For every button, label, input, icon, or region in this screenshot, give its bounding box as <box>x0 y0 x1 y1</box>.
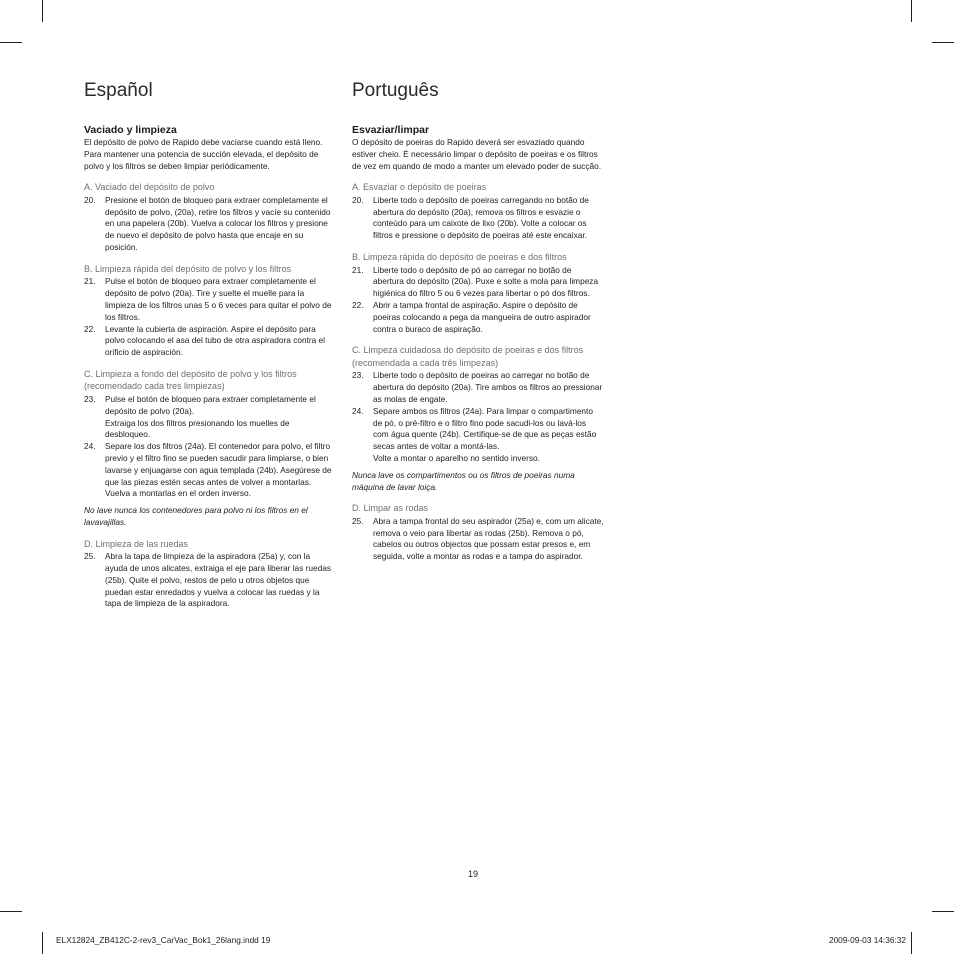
step-text: Liberte todo o depósito de pó ao carregar no botão de abertura do depósito (20a). Puxe e solte a mola para limpeza higiénica do filtro 5 ou 6 vezes para libertar o pó dos filtros. <box>373 264 599 299</box>
step-number: 24. <box>84 441 96 452</box>
step-text <box>105 394 334 441</box>
step-number: 21. <box>84 276 96 287</box>
crop-mark <box>0 911 22 912</box>
crop-mark <box>911 0 912 22</box>
step-text: Abrir a tampa frontal de aspiração. Aspire o depósito de poeiras colocando a pega da mangueira de outro aspirador contra o buraco de aspiração. <box>373 299 591 334</box>
step-text-line: Vuelva a montarlas en el orden inverso. <box>105 488 251 499</box>
step-number: 24. <box>352 405 364 416</box>
step-number: 22. <box>352 299 364 310</box>
step-20 <box>84 195 334 254</box>
subheading-a: A. Vaciado del depósito de polvo <box>84 182 215 193</box>
warning-note: No lave nunca los contenedores para polvo ni los filtros en el lavavajillas. <box>84 505 308 527</box>
page-number: 19 <box>468 869 479 879</box>
step-22 <box>84 324 334 359</box>
step-text-line: Separe ambos os filtros (24a). Para limpar o compartimento de pó, o pré-filtro e o filtro fino pode sacudi-los ou lavá-los com água quente (24b). Certifique-se de que as peças estão secas antes de voltar a montá-las. <box>373 405 597 452</box>
language-heading: Português <box>352 80 439 101</box>
step-23 <box>84 394 334 441</box>
subheading-d: D. Limpieza de las ruedas <box>84 538 189 549</box>
intro-text: El depósito de polvo de Rapido debe vaciarse cuando está lleno. Para mantener una potencia de succión elevada, el depósito de polvo y los filtros se deben limpiar periódicamente. <box>84 137 323 171</box>
step-24 <box>84 441 334 500</box>
subheading-b: B. Limpieza rápida del depósito de polvo y los filtros <box>84 263 292 274</box>
step-text: Presione el botón de bloqueo para extraer completamente el depósito de polvo, (20a), retire los filtros y vacíe su contenido en una papelera (20b). Vuelva a colocar los filtros y presione de nuevo el depósito de polvo hasta que encaje en su posición. <box>105 194 331 253</box>
language-heading: Español <box>84 80 153 101</box>
subheading-d: D. Limpar as rodas <box>352 503 429 514</box>
section-title: Vaciado y limpieza <box>84 124 177 136</box>
subheading-c: C. Limpeza cuidadosa do depósito de poeiras e dos filtros (recomendada a cada três limpezas) <box>352 345 584 368</box>
step-number: 20. <box>84 194 96 205</box>
footer-timestamp: 2009-09-03 14:36:32 <box>828 935 906 945</box>
step-text <box>373 406 604 465</box>
step-23 <box>352 370 604 405</box>
step-text: Liberte todo o depósito de poeiras carregando no botão de abertura do depósito (20a), remova os filtros e esvazie o conteúdo para um caixote de lixo (20b). Volte a colocar os filtros e pressione o depósito de poeiras até este encaixar. <box>373 194 589 241</box>
step-number: 20. <box>352 194 364 205</box>
step-24 <box>352 406 604 465</box>
portuguese-column <box>352 78 604 563</box>
spanish-column <box>84 78 334 610</box>
step-number: 21. <box>352 264 364 275</box>
step-number: 22. <box>84 323 96 334</box>
step-text: Abra a tampa frontal do seu aspirador (25a) e, com um alicate, remova o veio para libertar as rodas (25b). Remova o pó, cabelos ou outros objectos que possam estar presos e, em seguida, volte a montar as rodas e a tampa do aspirador. <box>373 515 604 562</box>
crop-mark <box>932 42 954 43</box>
step-21 <box>84 276 334 323</box>
subheading-c: C. Limpieza a fondo del depósito de polvo y los filtros (recomendado cada tres limpiezas) <box>84 368 297 392</box>
subheading-b: B. Limpeza rápida do depósito de poeiras e dos filtros <box>352 252 567 263</box>
step-22 <box>352 300 604 335</box>
crop-mark <box>42 932 43 954</box>
step-number: 25. <box>352 515 364 526</box>
step-number: 25. <box>84 551 96 562</box>
crop-mark <box>0 42 22 43</box>
step-text-line: Volte a montar o aparelho no sentido inverso. <box>373 452 540 463</box>
step-text: Abra la tapa de limpieza de la aspiradora (25a) y, con la ayuda de unos alicates, extraiga el eje para liberar las ruedas (25b). Quite el polvo, restos de pelo u otros objetos que puedan estar enredados y vuelva a colocar las ruedas y la tapa de limpieza de la aspiradora. <box>105 551 331 609</box>
step-20 <box>352 195 604 242</box>
warning-note: Nunca lave os compartimentos ou os filtros de poeiras numa máquina de lavar loiça. <box>352 469 575 492</box>
intro-text: O depósito de poeiras do Rapido deverá ser esvaziado quando estiver cheio. É necessário limpar o depósito de poeiras e os filtros de vez em quando de modo a manter um elevado poder de sucção. <box>352 137 602 171</box>
step-text-line: Pulse el botón de bloqueo para extraer completamente el depósito de polvo (20a). <box>105 393 316 416</box>
footer-filename: ELX12824_ZB412C-2-rev3_CarVac_Bok1_26lang.indd 19 <box>56 935 271 945</box>
step-text-line: Separe los dos filtros (24a). El contenedor para polvo, el filtro previo y el filtro fino se pueden sacudir para limpiarse, o bien lavarse y enjuagarse con agua templada (24b). Asegúrese de que las piezas estén secas antes de volver a montarlas. <box>105 441 332 487</box>
step-text: Levante la cubierta de aspiración. Aspire el depósito para polvo colocando el asa del tubo de otra aspiradora contra el orificio de aspiración. <box>105 323 326 358</box>
section-title: Esvaziar/limpar <box>352 124 430 136</box>
step-text-line: Extraiga los dos filtros presionando los muelles de desbloqueo. <box>105 417 290 440</box>
step-text <box>105 441 334 500</box>
subheading-a: A. Esvaziar o depósito de poeiras <box>352 182 487 193</box>
step-text: Pulse el botón de bloqueo para extraer completamente el depósito de polvo (20a). Tire y suelte el muelle para la limpieza de los filtros unas 5 o 6 veces para quitar el polvo de los filtros. <box>105 276 332 322</box>
step-number: 23. <box>84 393 96 404</box>
crop-mark <box>42 0 43 22</box>
step-21 <box>352 265 604 300</box>
crop-mark <box>932 911 954 912</box>
crop-mark <box>911 932 912 954</box>
step-25 <box>352 516 604 563</box>
step-number: 23. <box>352 370 364 381</box>
step-25 <box>84 551 334 610</box>
step-text: Liberte todo o depósito de poeiras ao carregar no botão de abertura do depósito (20a). Tire ambos os filtros ao pressionar as molas de engate. <box>373 370 603 404</box>
